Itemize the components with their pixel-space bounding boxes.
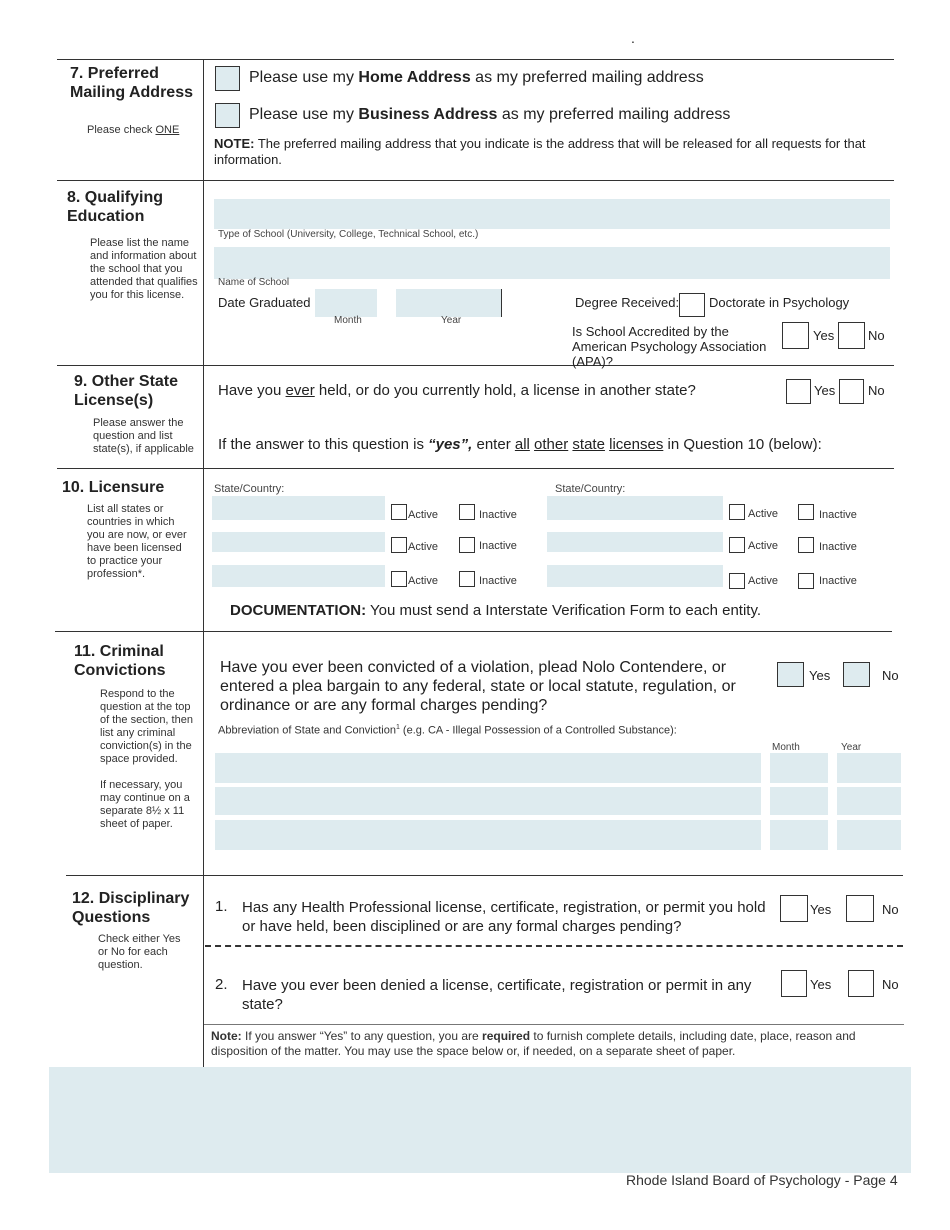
inactive-checkbox-2[interactable] [798,504,814,520]
inactive-label-1: Inactive [479,509,517,521]
q2-text: Have you ever been denied a license, certificate, registration or permit in any state? [242,977,752,1013]
question-separator [205,945,903,947]
conviction-field-3[interactable] [215,820,761,850]
apa-no-checkbox[interactable] [838,322,865,349]
apa-question: Is School Accredited by the American Psychology Association (APA)? [572,324,767,369]
state-country-label-right: State/Country: [555,483,626,495]
state-field-2[interactable] [547,496,723,520]
if-yes-instruction: If the answer to this question is “yes”, enter all other state licenses in Question 10 (below): [218,436,822,453]
disciplinary-note: Note: If you answer “Yes” to any question, you are required to furnish complete details, including date, place, reason and disposition of the matter. You may use the space below or, if needed, on a separate sheet of paper. [211,1029,856,1058]
home-address-option: Please use my Home Address as my preferred mailing address [249,69,704,86]
state-field-5[interactable] [212,565,385,587]
inactive-label-3: Inactive [479,540,517,552]
grad-year-label: Year [441,315,462,326]
details-area[interactable] [49,1067,911,1173]
section8-desc: Please list the name and information about the school that you attended that qualifies you for this license. [90,237,198,301]
section12-title: 12. Disciplinary Questions [72,890,190,926]
active-checkbox-3[interactable] [391,537,407,553]
q2-no-checkbox[interactable] [848,970,874,997]
business-address-checkbox[interactable] [215,103,240,128]
section11-desc-1: Respond to the question at the top of the section, then list any criminal conviction(s) in the space provided. [100,688,193,765]
q2-no-label: No [882,977,899,992]
q1-number: 1. [215,898,228,915]
criminal-no-checkbox[interactable] [843,662,870,687]
q2-yes-checkbox[interactable] [781,970,807,997]
divider-9-10 [57,468,894,469]
criminal-yes-checkbox[interactable] [777,662,804,687]
school-name-field[interactable] [214,247,890,279]
inactive-checkbox-6[interactable] [798,573,814,589]
apa-no-label: No [868,328,885,343]
abbreviation-label: Abbreviation of State and Conviction$^1$ (e.g. CA - Illegal Possession of a Controlled Substance): [218,724,677,737]
other-state-yes-checkbox[interactable] [786,379,811,404]
business-address-option: Please use my Business Address as my preferred mailing address [249,106,731,123]
conviction-year-2[interactable] [837,787,901,815]
state-country-label-left: State/Country: [214,483,285,495]
other-state-yes-label: Yes [814,383,836,398]
active-label-2: Active [748,508,778,520]
degree-value: Doctorate in Psychology [709,295,850,310]
conviction-year-1[interactable] [837,753,901,783]
inactive-checkbox-3[interactable] [459,537,475,553]
inactive-checkbox-5[interactable] [459,571,475,587]
date-graduated-label: Date Graduated [218,295,311,310]
top-mark: . [631,30,635,46]
state-field-6[interactable] [547,565,723,587]
other-state-question: Have you ever held, or do you currently hold, a license in another state? [218,382,696,399]
conviction-field-1[interactable] [215,753,761,783]
conviction-month-3[interactable] [770,820,828,850]
section8-title: 8. Qualifying Education [67,189,164,225]
school-name-label: Name of School [218,277,290,288]
mailing-note: NOTE: The preferred mailing address that you indicate is the address that will be released for all requests for that information. [214,136,866,167]
documentation-note: DOCUMENTATION: You must send a Interstate Verification Form to each entity. [230,602,762,619]
apa-yes-checkbox[interactable] [782,322,809,349]
inactive-label-4: Inactive [819,541,857,553]
criminal-question: Have you ever been convicted of a violation, plead Nolo Contendere, or entered a plea bargain to any federal, state or local statute, regulation, or ordinance or are any formal charges pending? [220,659,736,714]
q1-yes-checkbox[interactable] [780,895,808,922]
page-footer: Rhode Island Board of Psychology - Page 4 [626,1172,898,1188]
home-address-checkbox[interactable] [215,66,240,91]
conviction-month-2[interactable] [770,787,828,815]
grad-month-field[interactable] [315,289,377,317]
divider-11-12 [66,875,903,876]
conviction-month-header: Month [772,742,800,753]
active-label-1: Active [408,509,438,521]
q1-no-label: No [882,902,899,917]
section9-title: 9. Other State License(s) [74,373,179,409]
q2-number: 2. [215,976,228,993]
note-divider [204,1024,904,1025]
inactive-checkbox-4[interactable] [798,537,814,553]
section7-desc: Please check ONE [87,124,180,136]
inactive-checkbox-1[interactable] [459,504,475,520]
grad-month-label: Month [334,315,362,326]
criminal-yes-label: Yes [809,668,831,683]
apa-yes-label: Yes [813,328,835,343]
q1-text: Has any Health Professional license, certificate, registration, or permit you hold or have held, been disciplined or are any formal charges pending? [242,899,766,935]
active-label-3: Active [408,541,438,553]
active-checkbox-2[interactable] [729,504,745,520]
active-checkbox-1[interactable] [391,504,407,520]
divider-10-11 [55,631,892,632]
active-checkbox-4[interactable] [729,537,745,553]
state-field-1[interactable] [212,496,385,520]
grad-year-field[interactable] [396,289,502,317]
inactive-label-6: Inactive [819,575,857,587]
active-checkbox-6[interactable] [729,573,745,589]
other-state-no-checkbox[interactable] [839,379,864,404]
section9-desc: Please answer the question and list state(s), if applicable [93,417,194,455]
conviction-field-2[interactable] [215,787,761,815]
school-type-field[interactable] [214,199,890,229]
state-field-3[interactable] [212,532,385,552]
section11-title: 11. Criminal Convictions [74,643,166,679]
other-state-no-label: No [868,383,885,398]
section7-title: 7. Preferred Mailing Address [70,65,193,101]
inactive-label-2: Inactive [819,509,857,521]
divider-top [57,59,894,60]
section10-title: 10. Licensure [62,479,165,496]
divider-7-8 [57,180,894,181]
q1-yes-label: Yes [810,902,832,917]
conviction-month-1[interactable] [770,753,828,783]
section12-desc: Check either Yes or No for each question. [98,933,181,971]
section10-desc: List all states or countries in which you are now, or ever have been licensed to practice your profession*. [87,503,187,580]
column-divider [203,59,204,1067]
section11-desc-2: If necessary, you may continue on a separate 8½ x 11 sheet of paper. [100,779,190,830]
q2-yes-label: Yes [810,977,832,992]
active-label-6: Active [748,575,778,587]
degree-received-label: Degree Received: [575,295,680,310]
q1-no-checkbox[interactable] [846,895,874,922]
state-field-4[interactable] [547,532,723,552]
conviction-year-3[interactable] [837,820,901,850]
active-label-5: Active [408,575,438,587]
school-type-label: Type of School (University, College, Technical School, etc.) [218,229,479,240]
criminal-no-label: No [882,668,899,683]
inactive-label-5: Inactive [479,575,517,587]
conviction-year-header: Year [841,742,862,753]
active-label-4: Active [748,540,778,552]
degree-checkbox[interactable] [679,293,705,317]
active-checkbox-5[interactable] [391,571,407,587]
